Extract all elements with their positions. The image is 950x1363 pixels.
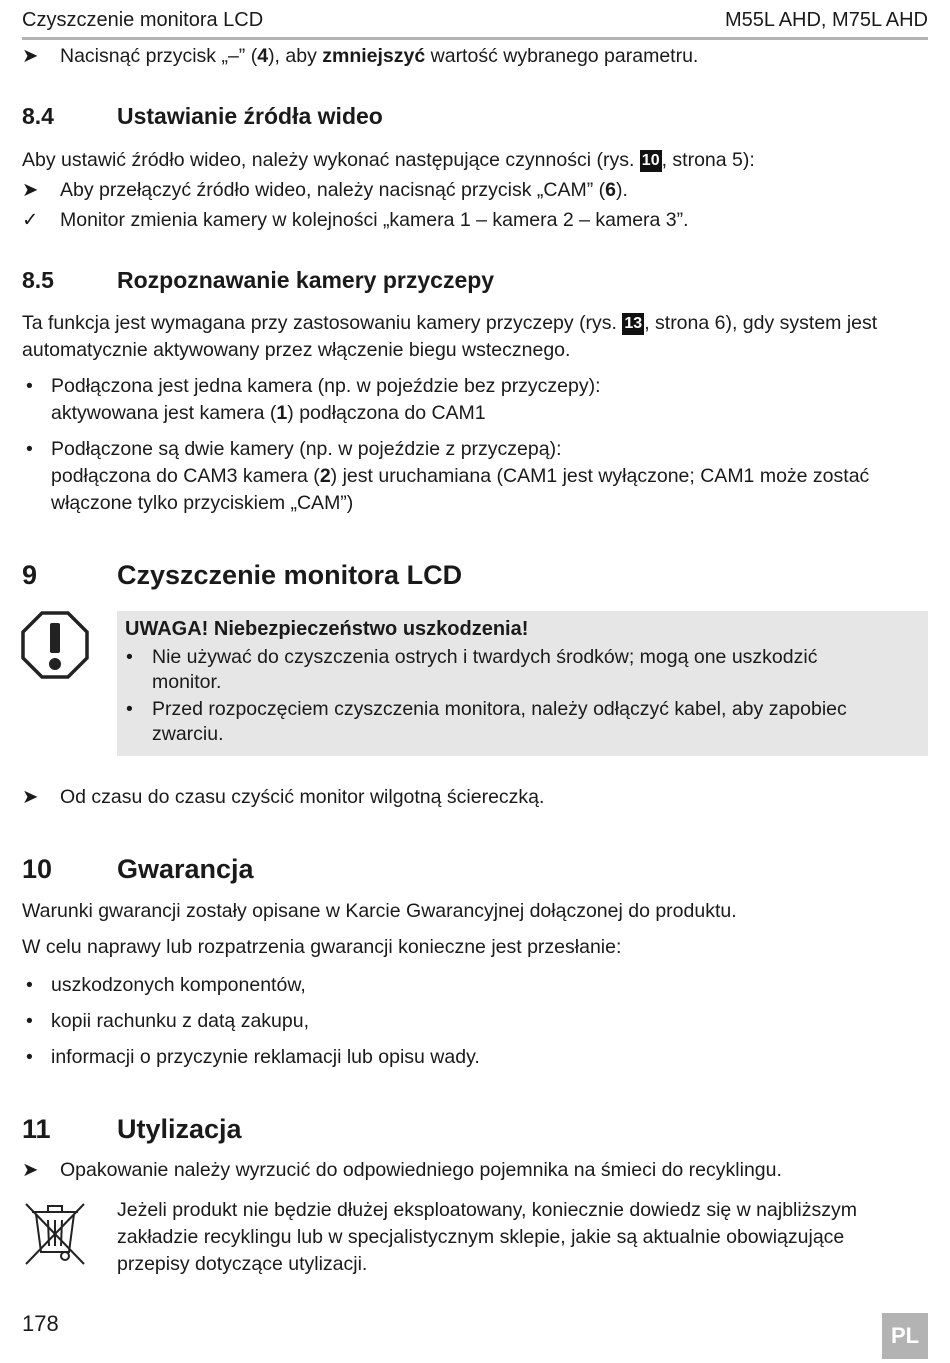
s85-intro-line2: automatycznie aktywowany przez włączenie biegu wstecznego. (22, 339, 571, 361)
bullet-icon: • (126, 646, 133, 668)
figure-ref-badge: 10 (640, 150, 662, 172)
warning-title: UWAGA! Niebezpieczeństwo uszkodzenia! (125, 618, 529, 640)
arrow-step-icon: ➤ (22, 786, 39, 808)
disposal-note-line: przepisy dotyczące utylizacji. (117, 1253, 368, 1275)
bullet-icon: • (26, 974, 33, 996)
section-heading-10: 10 Gwarancja (22, 854, 254, 884)
s84-result: ✓ Monitor zmienia kamery w kolejności „kamera 1 – kamera 2 – kamera 3”. (22, 207, 928, 234)
running-header-title: Czyszczenie monitora LCD (22, 9, 264, 31)
running-header-model: M55L AHD, M75L AHD (724, 9, 928, 31)
section-heading-8-4: 8.4 Ustawianie źródła wideo (22, 103, 383, 129)
header-rule (22, 37, 928, 40)
warning-octagon-icon (20, 610, 90, 680)
list-item: • Podłączone są dwie kamery (np. w pojeździe z przyczepą): podłączona do CAM3 kamera (2) jest uruchamiana (CAM1 jest wyłączone; CAM1 może zostać włączone tylko przyciskiem „CAM”) (26, 438, 870, 514)
section-heading-9: 9 Czyszczenie monitora LCD (22, 560, 463, 590)
bullet-icon: • (26, 375, 33, 397)
bullet-icon: • (126, 698, 133, 720)
list-item: • informacji o przyczynie reklamacji lub opisu wady. (22, 1044, 928, 1071)
arrow-step-icon: ➤ (22, 1159, 39, 1181)
s10-paragraph: Warunki gwarancji zostały opisane w Karcie Gwarancyjnej dołączonej do produktu. (22, 900, 737, 922)
s84-intro: Aby ustawić źródło wideo, należy wykonać następujące czynności (rys. 10 , strona 5): (22, 149, 755, 171)
disposal-note-line: Jeżeli produkt nie będzie dłużej eksploatowany, koniecznie dowiedz się w najbliższym (117, 1199, 857, 1221)
figure-ref-badge: 13 (622, 313, 644, 335)
s10-paragraph: W celu naprawy lub rozpatrzenia gwarancji konieczne jest przesłanie: (22, 936, 622, 958)
arrow-step-icon: ➤ (22, 45, 39, 67)
language-badge: PL (882, 1313, 928, 1359)
disposal-note-line: zakładzie recyklingu lub w specjalistycznym sklepie, jakie są aktualnie obowiązujące (117, 1226, 845, 1248)
s85-intro-line1: Ta funkcja jest wymagana przy zastosowaniu kamery przyczepy (rys. 13 , strona 6), gdy system jest (22, 312, 878, 334)
checkmark-result-icon: ✓ (22, 209, 39, 231)
warning-box (117, 611, 928, 756)
bullet-icon: • (26, 1010, 33, 1032)
warning-item-line: monitor. (152, 671, 222, 693)
section-heading-8-5: 8.5 Rozpoznawanie kamery przyczepy (22, 267, 495, 293)
bullet-icon: • (26, 438, 33, 460)
bullet-icon: • (26, 1046, 33, 1068)
list-item: • Podłączona jest jedna kamera (np. w pojeździe bez przyczepy): aktywowana jest kamera (1) podłączona do CAM1 (26, 375, 601, 424)
s9-step: ➤ Od czasu do czasu czyścić monitor wilgotną ściereczką. (22, 784, 928, 811)
warning-item-line: Nie używać do czyszczenia ostrych i twardych środków; mogą one uszkodzić (152, 646, 818, 668)
s84-step: ➤ Aby przełączyć źródło wideo, należy nacisnąć przycisk „CAM” (6). (22, 177, 928, 204)
warning-item-line: zwarciu. (152, 723, 224, 745)
section-heading-11: 11 Utylizacja (22, 1114, 242, 1144)
step-decrease: ➤ Nacisnąć przycisk „–” (4), aby zmniejszyć wartość wybranego parametru. (22, 43, 928, 70)
s11-step: ➤ Opakowanie należy wyrzucić do odpowiedniego pojemnika na śmieci do recyklingu. (22, 1157, 928, 1184)
arrow-step-icon: ➤ (22, 179, 39, 201)
crossed-wheelie-bin-icon (22, 1200, 88, 1268)
warning-item-line: Przed rozpoczęciem czyszczenia monitora, należy odłączyć kabel, aby zapobiec (152, 698, 847, 720)
page-number: 178 (22, 1311, 59, 1336)
list-item: • kopii rachunku z datą zakupu, (22, 1008, 928, 1035)
list-item: • uszkodzonych komponentów, (22, 972, 928, 999)
